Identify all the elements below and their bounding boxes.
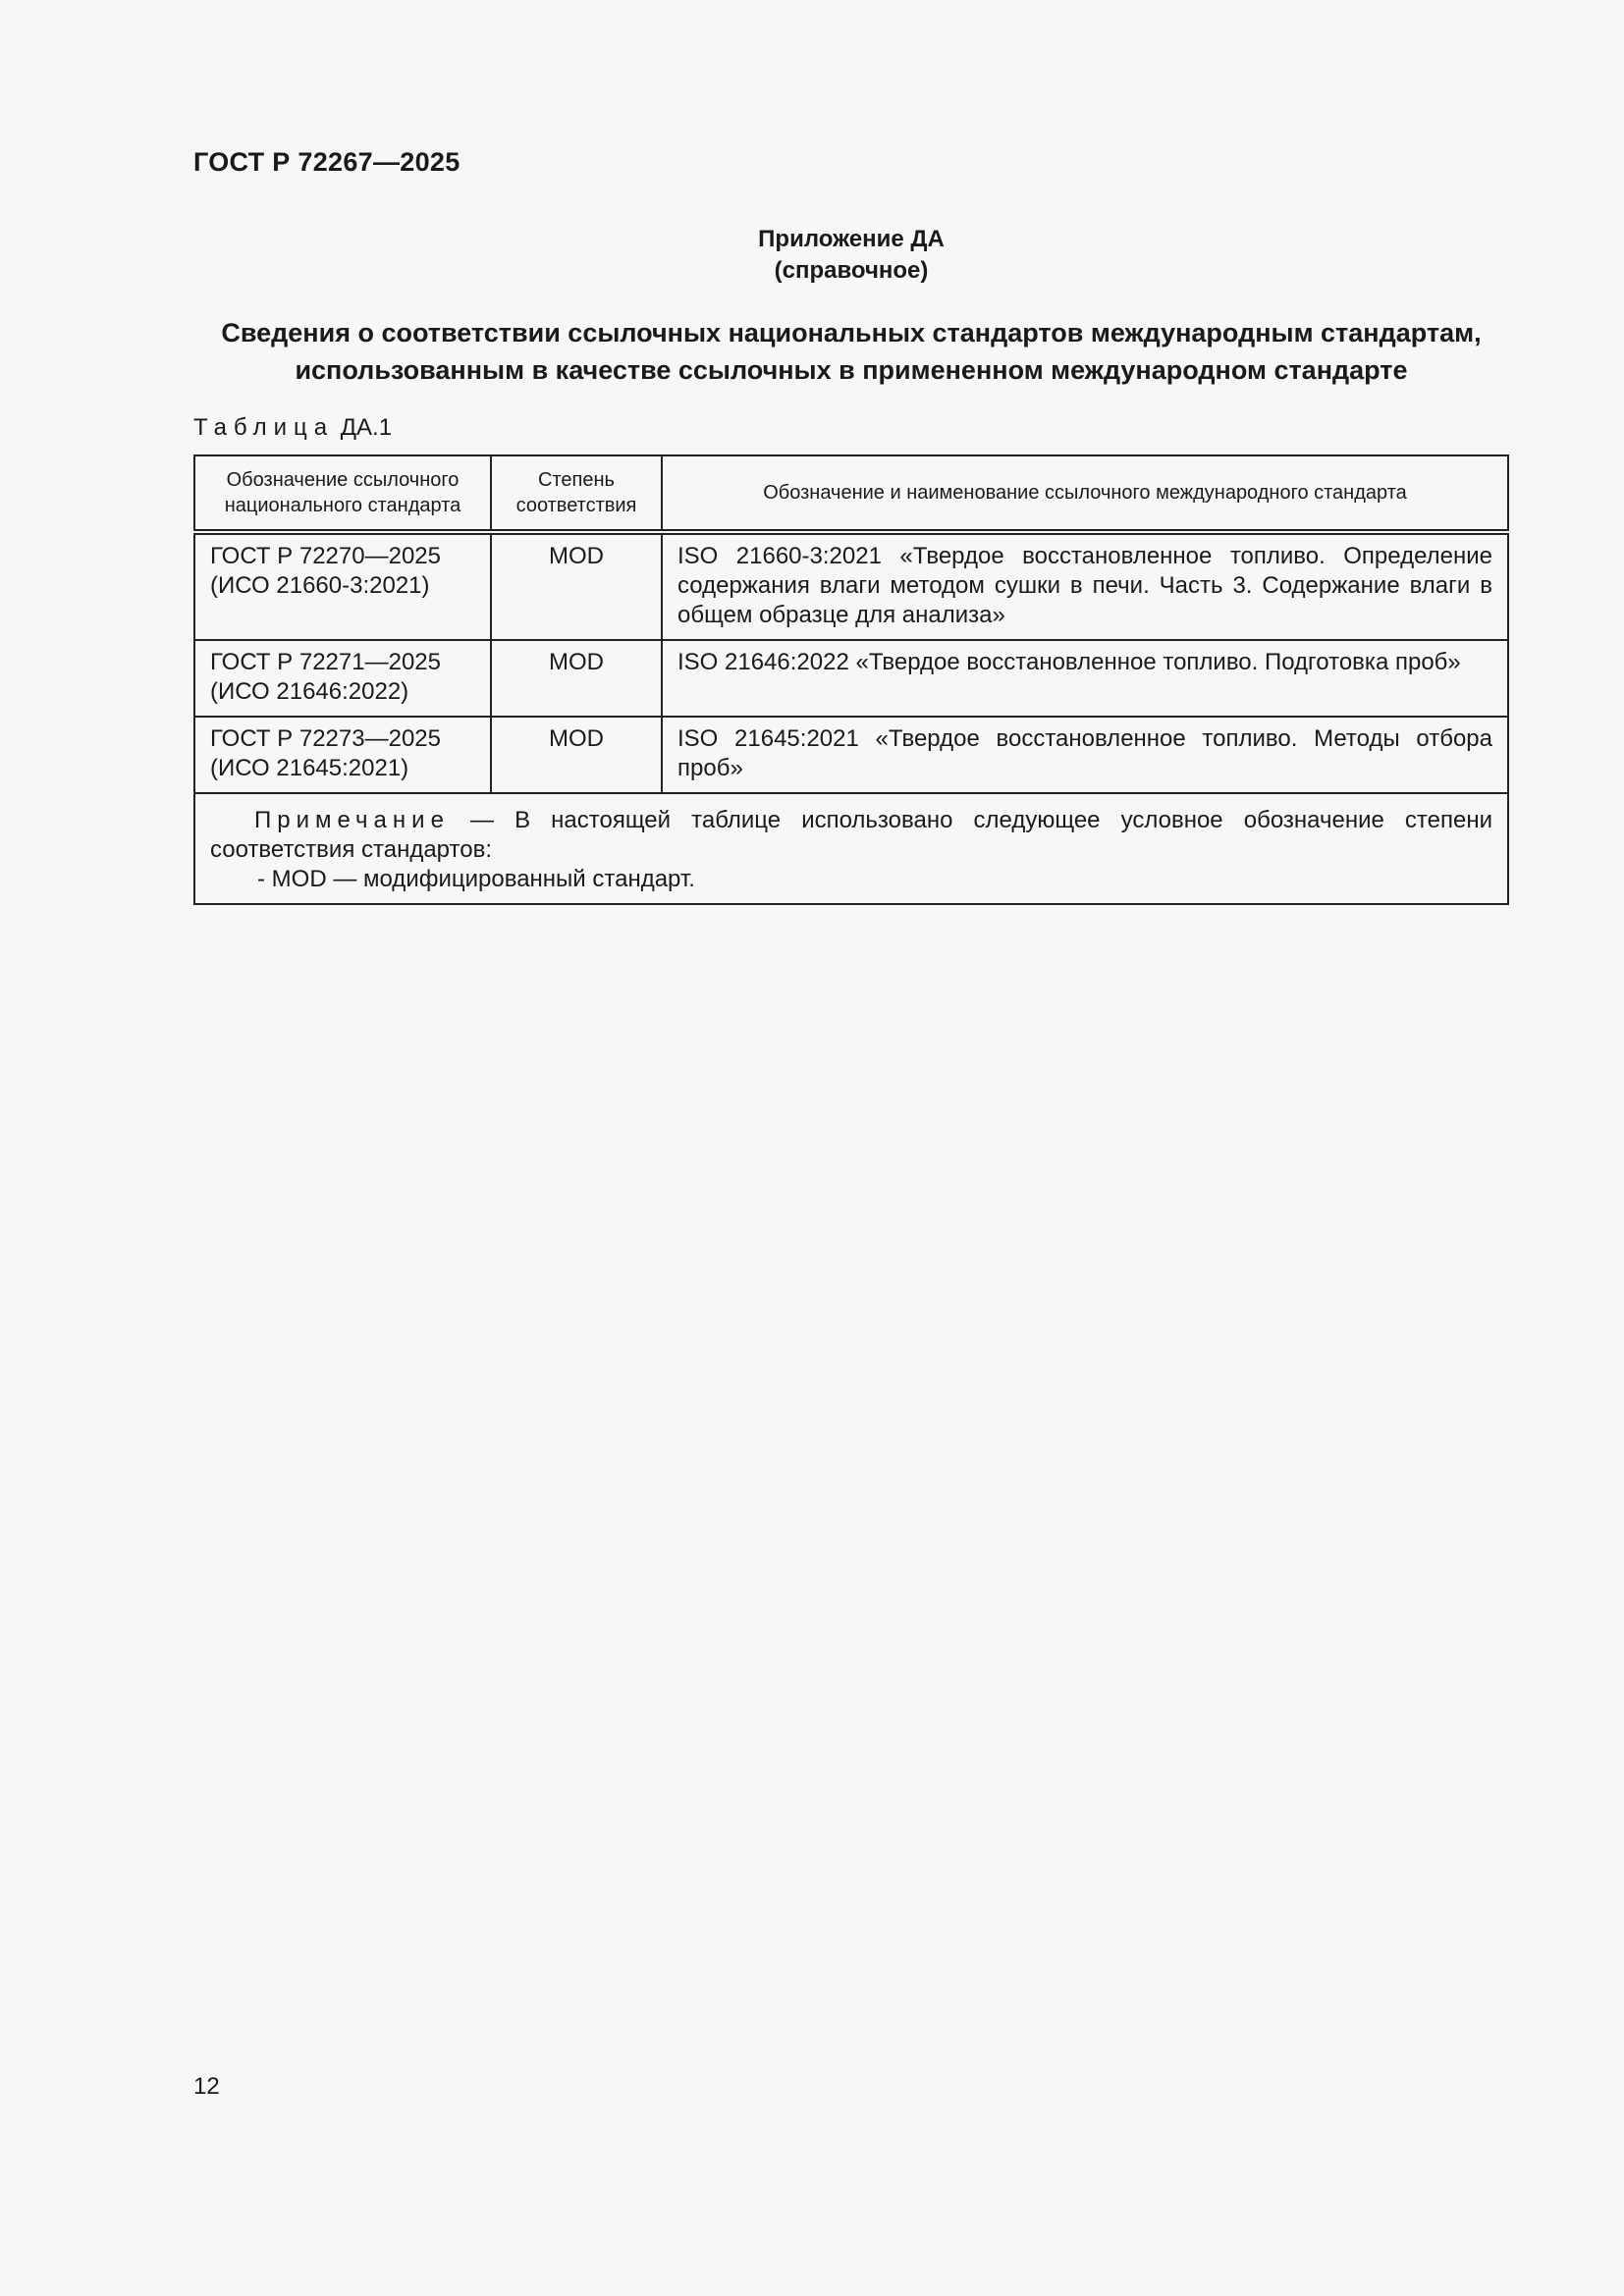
header-degree: Степень соответствия bbox=[491, 455, 662, 532]
appendix-heading bbox=[0, 224, 1624, 287]
appendix-title: Приложение ДА bbox=[758, 226, 945, 252]
table-caption-word: Таблица bbox=[193, 414, 335, 441]
degree-cell: MOD bbox=[491, 532, 662, 640]
table-caption-number: ДА.1 bbox=[340, 414, 393, 441]
document-code: ГОСТ Р 72267—2025 bbox=[193, 147, 460, 177]
degree-cell: MOD bbox=[491, 640, 662, 717]
header-international-standard: Обозначение и наименование ссылочного международного стандарта bbox=[662, 455, 1508, 532]
note-list-item: - MOD — модифицированный стандарт. bbox=[257, 866, 695, 892]
page-number: 12 bbox=[193, 2073, 220, 2100]
table-header-row bbox=[194, 455, 1508, 532]
national-standard-cell bbox=[194, 717, 491, 793]
note-body: — В настоящей таблице использовано следующее условное обозначение степени соответствия стандартов: bbox=[210, 807, 1492, 863]
table-row bbox=[194, 640, 1508, 717]
international-standard-cell: ISO 21660-3:2021 «Твердое восстановленное топливо. Определение содержания влаги методом сушки в печи. Часть 3. Содержание влаги в общем образце для анализа» bbox=[662, 532, 1508, 640]
national-standard-cell bbox=[194, 640, 491, 717]
appendix-subtitle: (справочное) bbox=[774, 257, 929, 284]
national-standard-code: ГОСТ Р 72271—2025 bbox=[210, 649, 441, 675]
table-header bbox=[194, 455, 1508, 532]
national-standard-iso-ref: (ИСО 21646:2022) bbox=[210, 678, 409, 705]
national-standard-iso-ref: (ИСО 21660-3:2021) bbox=[210, 572, 430, 599]
degree-cell: MOD bbox=[491, 717, 662, 793]
table-note bbox=[194, 793, 1508, 904]
national-standard-code: ГОСТ Р 72273—2025 bbox=[210, 725, 441, 752]
national-standard-cell bbox=[194, 532, 491, 640]
table-row bbox=[194, 532, 1508, 640]
national-standard-code: ГОСТ Р 72270—2025 bbox=[210, 543, 441, 569]
section-title-line-1: Сведения о соответствии ссылочных национальных стандартов международным стандартам, bbox=[221, 318, 1482, 347]
section-title-line-2: использованным в качестве ссылочных в примененном международном стандарте bbox=[295, 355, 1408, 385]
table-row bbox=[194, 717, 1508, 793]
section-title bbox=[193, 314, 1509, 389]
header-national-standard: Обозначение ссылочного национального стандарта bbox=[194, 455, 491, 532]
note-label: Примечание bbox=[254, 807, 450, 833]
note-text bbox=[210, 806, 1492, 865]
table-note-row bbox=[194, 793, 1508, 904]
table-body bbox=[194, 532, 1508, 904]
reference-standards-table bbox=[193, 454, 1509, 905]
international-standard-cell: ISO 21645:2021 «Твердое восстановленное топливо. Методы отбора проб» bbox=[662, 717, 1508, 793]
table-caption bbox=[193, 414, 392, 442]
national-standard-iso-ref: (ИСО 21645:2021) bbox=[210, 755, 409, 781]
international-standard-cell: ISO 21646:2022 «Твердое восстановленное топливо. Подготовка проб» bbox=[662, 640, 1508, 717]
